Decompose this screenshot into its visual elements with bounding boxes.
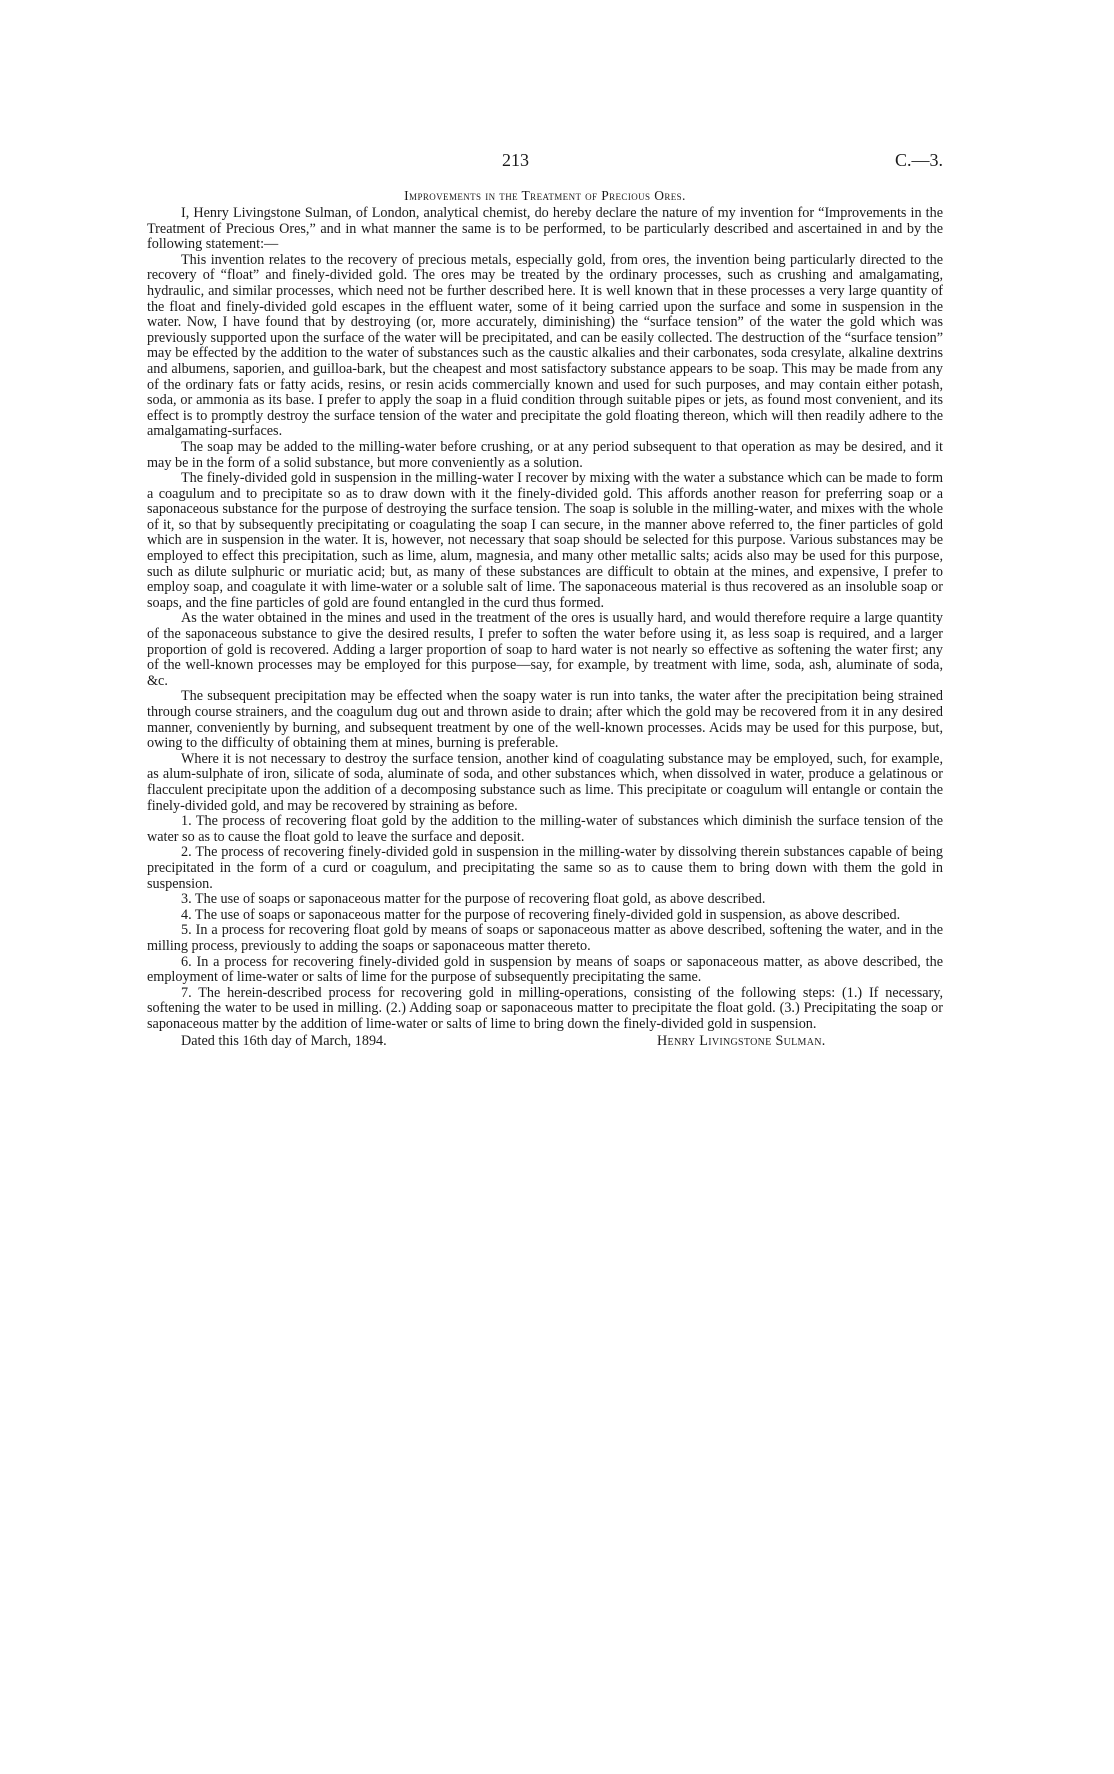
- page-header: [147, 150, 943, 174]
- body-text: [147, 206, 943, 1032]
- paragraph-coagulating-substance: Where it is not necessary to destroy the surface tension, another kind of coagulating substance may be employed, such, for example, as alum-sulphate of iron, silicate of soda, aluminate of soda, and other substances which, when dissolved in water, produce a gelatinous or flacculent precipitate upon the addition of a decomposing substance such as lime. This precipitate or coagulum will entangle or contain the finely-divided gold, and may be recovered by straining as before.: [147, 750, 943, 814]
- date-line: Dated this 16th day of March, 1894.: [181, 1033, 387, 1050]
- paragraph-invention-description: This invention relates to the recovery of precious metals, especially gold, from ores, the invention being particularly directed to the recovery of “float” and finely-divided gold. The ores may be treated by the ordinary processes, such as crushing and amalgamating, hydraulic, and similar processes, which need not be further described here. It is well known that in these processes a very large quantity of the float and finely-divided gold escapes in the effluent water, some of it being carried upon the surface and some in suspension in the water. Now, I have found that by destroying (or, more accurately, diminishing) the “surface tension” of the water the gold which was previously supported upon the surface of the water will be precipitated, and can be easily collected. The destruction of the “surface tension” may be effected by the addition to the water of substances such as the caustic alkalies and their carbonates, soda cresylate, alkaline dextrins and albumens, saporien, and guilloa-bark, but the cheapest and most satisfactory substance appears to be soap. This may be made from any of the ordinary fats or fatty acids, resins, or resin acids commercially known and used for such purposes, and may contain either potash, soda, or ammonia as its base. I prefer to apply the soap in a fluid condition through suitable pipes or jets, as found most convenient, and its effect is to promptly destroy the surface tension of the water and precipitate the gold floating thereon, which will then readily adhere to the amalgamating-surfaces.: [147, 251, 943, 440]
- document-reference: C.—3.: [894, 150, 943, 170]
- section-title: Improvements in the Treatment of Precious Ores.: [404, 188, 686, 203]
- signature: Henry Livingstone Sulman.: [657, 1033, 826, 1050]
- claim-3: 3. The use of soaps or saponaceous matter for the purpose of recovering float gold, as above described.: [181, 891, 766, 908]
- claim-2: 2. The process of recovering finely-divided gold in suspension in the milling-water by dissolving therein substances capable of being precipitated in the form of a curd or coagulum, and precipitating the same so as to cause them to bring down with them the gold in suspension.: [147, 844, 943, 892]
- paragraph-water-softening: As the water obtained in the mines and used in the treatment of the ores is usually hard, and would therefore require a large quantity of the saponaceous substance to give the desired results, I prefer to soften the water before using it, as less soap is required, and a larger proportion of gold is recovered. Adding a larger proportion of soap to hard water is not nearly so effective as softening the water first; any of the well-known processes may be employed for this purpose—say, for example, by treatment with lime, soda, ash, aluminate of soda, &c.: [147, 610, 943, 689]
- claim-6: 6. In a process for recovering finely-divided gold in suspension by means of soaps or saponaceous matter, as above described, the employment of lime-water or salts of lime for the purpose of subsequently precipitating the same.: [147, 953, 943, 986]
- page-number: 213: [502, 150, 529, 170]
- paragraph-soap-addition: The soap may be added to the milling-water before crushing, or at any period subsequent to that operation as may be desired, and it may be in the form of a solid substance, but more conveniently as a solution.: [147, 438, 943, 471]
- claim-4: 4. The use of soaps or saponaceous matter for the purpose of recovering finely-divided gold in suspension, as above described.: [181, 906, 901, 923]
- claim-1: 1. The process of recovering float gold by the addition to the milling-water of substances which diminish the surface tension of the water so as to cause the float gold to leave the surface and deposit.: [147, 813, 943, 845]
- claim-7: 7. The herein-described process for recovering gold in milling-operations, consisting of the following steps: (1.) If necessary, softening the water to be used in milling. (2.) Adding soap or saponaceous matter to precipitate the float gold. (3.) Precipitating the soap or saponaceous matter by the addition of lime-water or salts of lime to bring down the finely-divided gold in suspension.: [147, 984, 943, 1032]
- paragraph-finely-divided-gold: The finely-divided gold in suspension in the milling-water I recover by mixing with the water a substance which can be made to form a coagulum and to precipitate so as to draw down with it the finely-divided gold. This affords another reason for preferring soap or a saponaceous substance for the purpose of destroying the surface tension. The soap is soluble in the milling-water, and mixes with the whole of it, so that by subsequently precipitating or coagulating the soap I can secure, in the manner above referred to, the finer particles of gold which are in suspension in the water. It is, however, not necessary that soap should be selected for this purpose. Various substances may be employed to effect this precipitation, such as lime, alum, magnesia, and many other metallic salts; acids also may be used for this purpose, such as dilute sulphuric or muriatic acid; but, as many of these substances are difficult to obtain at the mines, and expensive, I prefer to employ soap, and coagulate it with lime-water or a soluble salt of lime. The saponaceous material is thus recovered as an insoluble soap or soaps, and the fine particles of gold are found entangled in the curd thus formed.: [147, 470, 943, 611]
- document-page: [147, 150, 943, 1051]
- signoff: [147, 1033, 943, 1051]
- paragraph-declaration: I, Henry Livingstone Sulman, of London, analytical chemist, do hereby declare the nature of my invention for “Improvements in the Treatment of Precious Ores,” and in what manner the same is to be performed, to be particularly described and ascertained in and by the following statement:—: [147, 205, 943, 253]
- paragraph-subsequent-precipitation: The subsequent precipitation may be effected when the soapy water is run into tanks, the water after the precipitation being strained through course strainers, and the coagulum dug out and thrown aside to drain; after which the gold may be recovered from it in any desired manner, conveniently by burning, and subsequent treatment by one of the well-known processes. Acids may be used for this purpose, but, owing to the difficulty of obtaining them at mines, burning is preferable.: [147, 688, 943, 752]
- claim-5: 5. In a process for recovering float gold by means of soaps or saponaceous matter as above described, softening the water, and in the milling process, previously to adding the soaps or saponaceous matter thereto.: [147, 922, 943, 954]
